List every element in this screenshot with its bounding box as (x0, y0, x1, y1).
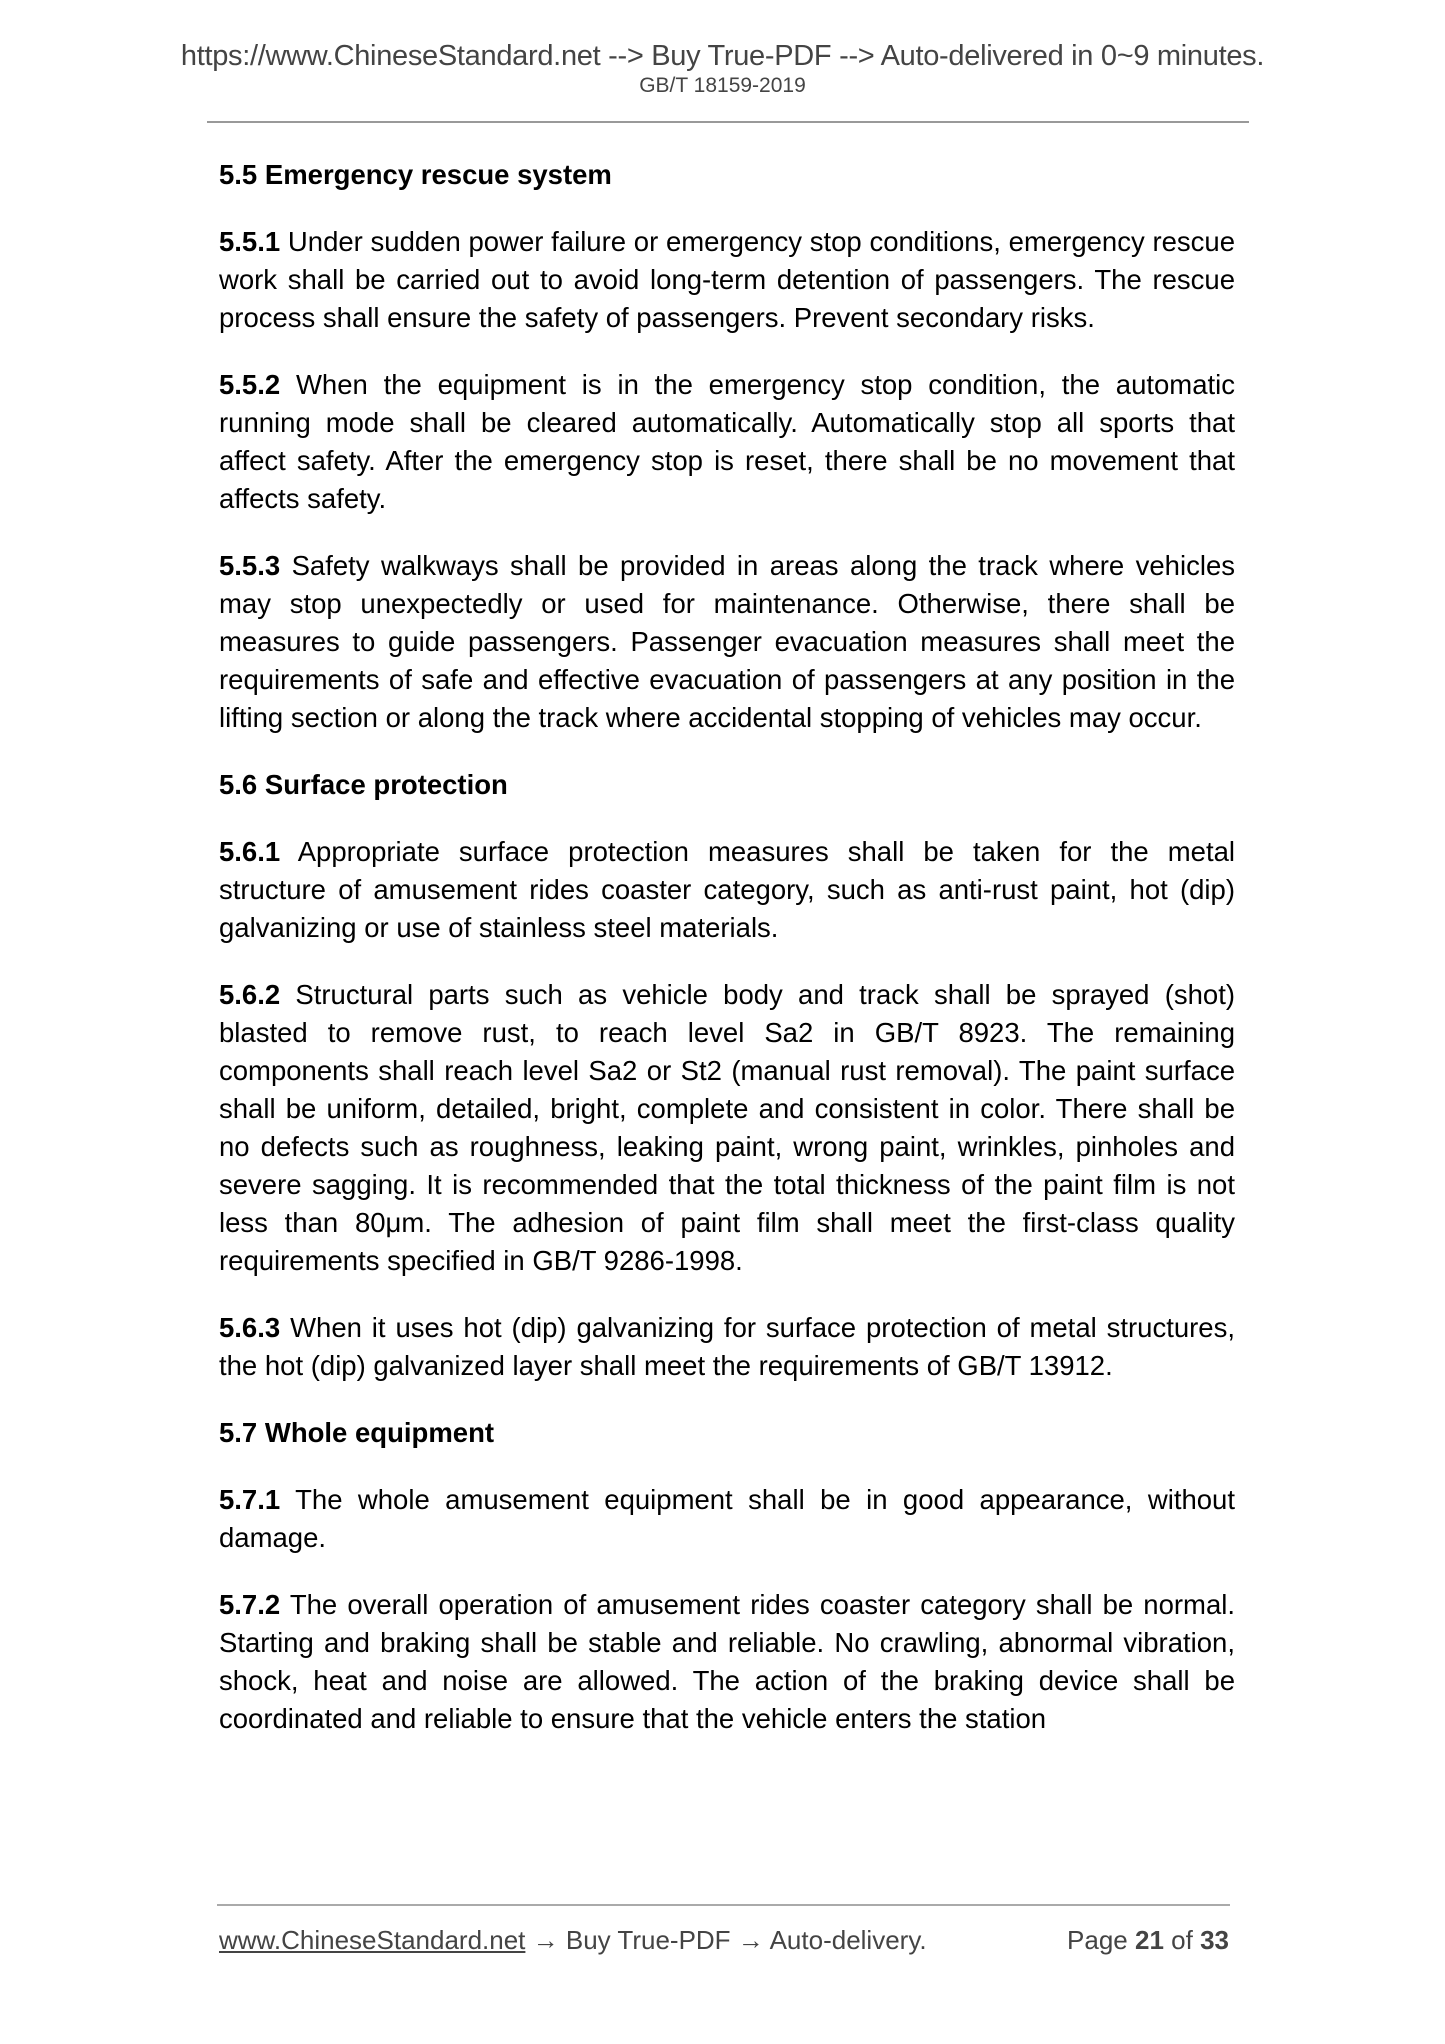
clause-number: 5.7.2 (219, 1589, 281, 1620)
standard-number: GB/T 18159-2019 (639, 74, 806, 97)
section-heading: 5.7 Whole equipment (219, 1417, 495, 1448)
footer-delivery: Auto-delivery. (769, 1925, 927, 1955)
clause-number: 5.7.1 (219, 1484, 281, 1515)
page-number: 21 (1135, 1925, 1164, 1955)
clause (219, 1309, 1235, 1385)
clause-text: Safety walkways shall be provided in areas along the track where vehicles may stop unexpectedly or used for maintenance. Otherwise, there shall be measures to guide passengers. Passenger evacuation measures shall meet the requirements of safe and effective evacuation of passengers at any position in the lifting section or along the track where accidental stopping of vehicles may occur. (219, 550, 1235, 733)
clause-text: The whole amusement equipment shall be in good appearance, without damage. (219, 1484, 1235, 1553)
clause-number: 5.6.3 (219, 1312, 281, 1343)
clause (219, 1586, 1235, 1738)
document-body (219, 156, 1235, 1767)
clause (219, 223, 1235, 337)
clause-number: 5.5.2 (219, 369, 281, 400)
page-label: Page (1067, 1925, 1128, 1955)
section-heading: 5.5 Emergency rescue system (219, 159, 612, 190)
clause-text: Appropriate surface protection measures shall be taken for the metal structure of amusement rides coaster category, such as anti-rust paint, hot (dip) galvanizing or use of stainless steel materials. (219, 836, 1235, 943)
clause-text: When the equipment is in the emergency stop condition, the automatic running mode shall be cleared automatically. Automatically stop all sports that affect safety. After the emergency stop is reset, there shall be no movement that affects safety. (219, 369, 1235, 514)
header-divider (207, 121, 1249, 123)
clause-text: Structural parts such as vehicle body and track shall be sprayed (shot) blasted to remove rust, to reach level Sa2 in GB/T 8923. The remaining components shall reach level Sa2 or St2 (manual rust removal). The paint surface shall be uniform, detailed, bright, complete and consistent in color. There shall be no defects such as roughness, leaking paint, wrong paint, wrinkles, pinholes and severe sagging. It is recommended that the total thickness of the paint film is not less than 80μm. The adhesion of paint film shall meet the first-class quality requirements specified in GB/T 9286-1998. (219, 979, 1235, 1276)
page-indicator (1067, 1925, 1229, 1956)
clause-text: When it uses hot (dip) galvanizing for surface protection of metal structures, the hot (dip) galvanized layer shall meet the requirements of GB/T 13912. (219, 1312, 1235, 1381)
page-total: 33 (1200, 1925, 1229, 1955)
footer-link[interactable]: www.ChineseStandard.net (219, 1925, 526, 1955)
footer-divider (217, 1904, 1230, 1906)
arrow-icon: → (525, 1925, 566, 1955)
clause-number: 5.6.1 (219, 836, 281, 867)
clause-number: 5.5.3 (219, 550, 281, 581)
header-banner: https://www.ChineseStandard.net --> Buy True-PDF --> Auto-delivered in 0~9 minutes. (180, 40, 1265, 72)
clause (219, 976, 1235, 1280)
clause-text: The overall operation of amusement rides coaster category shall be normal. Starting and braking shall be stable and reliable. No crawling, abnormal vibration, shock, heat and noise are allowed. The action of the braking device shall be coordinated and reliable to ensure that the vehicle enters the station (219, 1589, 1235, 1734)
footer (219, 1925, 1229, 1956)
clause (219, 1481, 1235, 1557)
clause-number: 5.5.1 (219, 226, 281, 257)
section-heading: 5.6 Surface protection (219, 769, 508, 800)
footer-buy: Buy True-PDF (565, 1925, 731, 1955)
clause (219, 833, 1235, 947)
clause (219, 547, 1235, 737)
clause (219, 366, 1235, 518)
clause-text: Under sudden power failure or emergency stop conditions, emergency rescue work shall be carried out to avoid long-term detention of passengers. The rescue process shall ensure the safety of passengers. Prevent secondary risks. (219, 226, 1235, 333)
clause-number: 5.6.2 (219, 979, 281, 1010)
of-label: of (1171, 1925, 1193, 1955)
arrow-icon: → (730, 1925, 770, 1955)
